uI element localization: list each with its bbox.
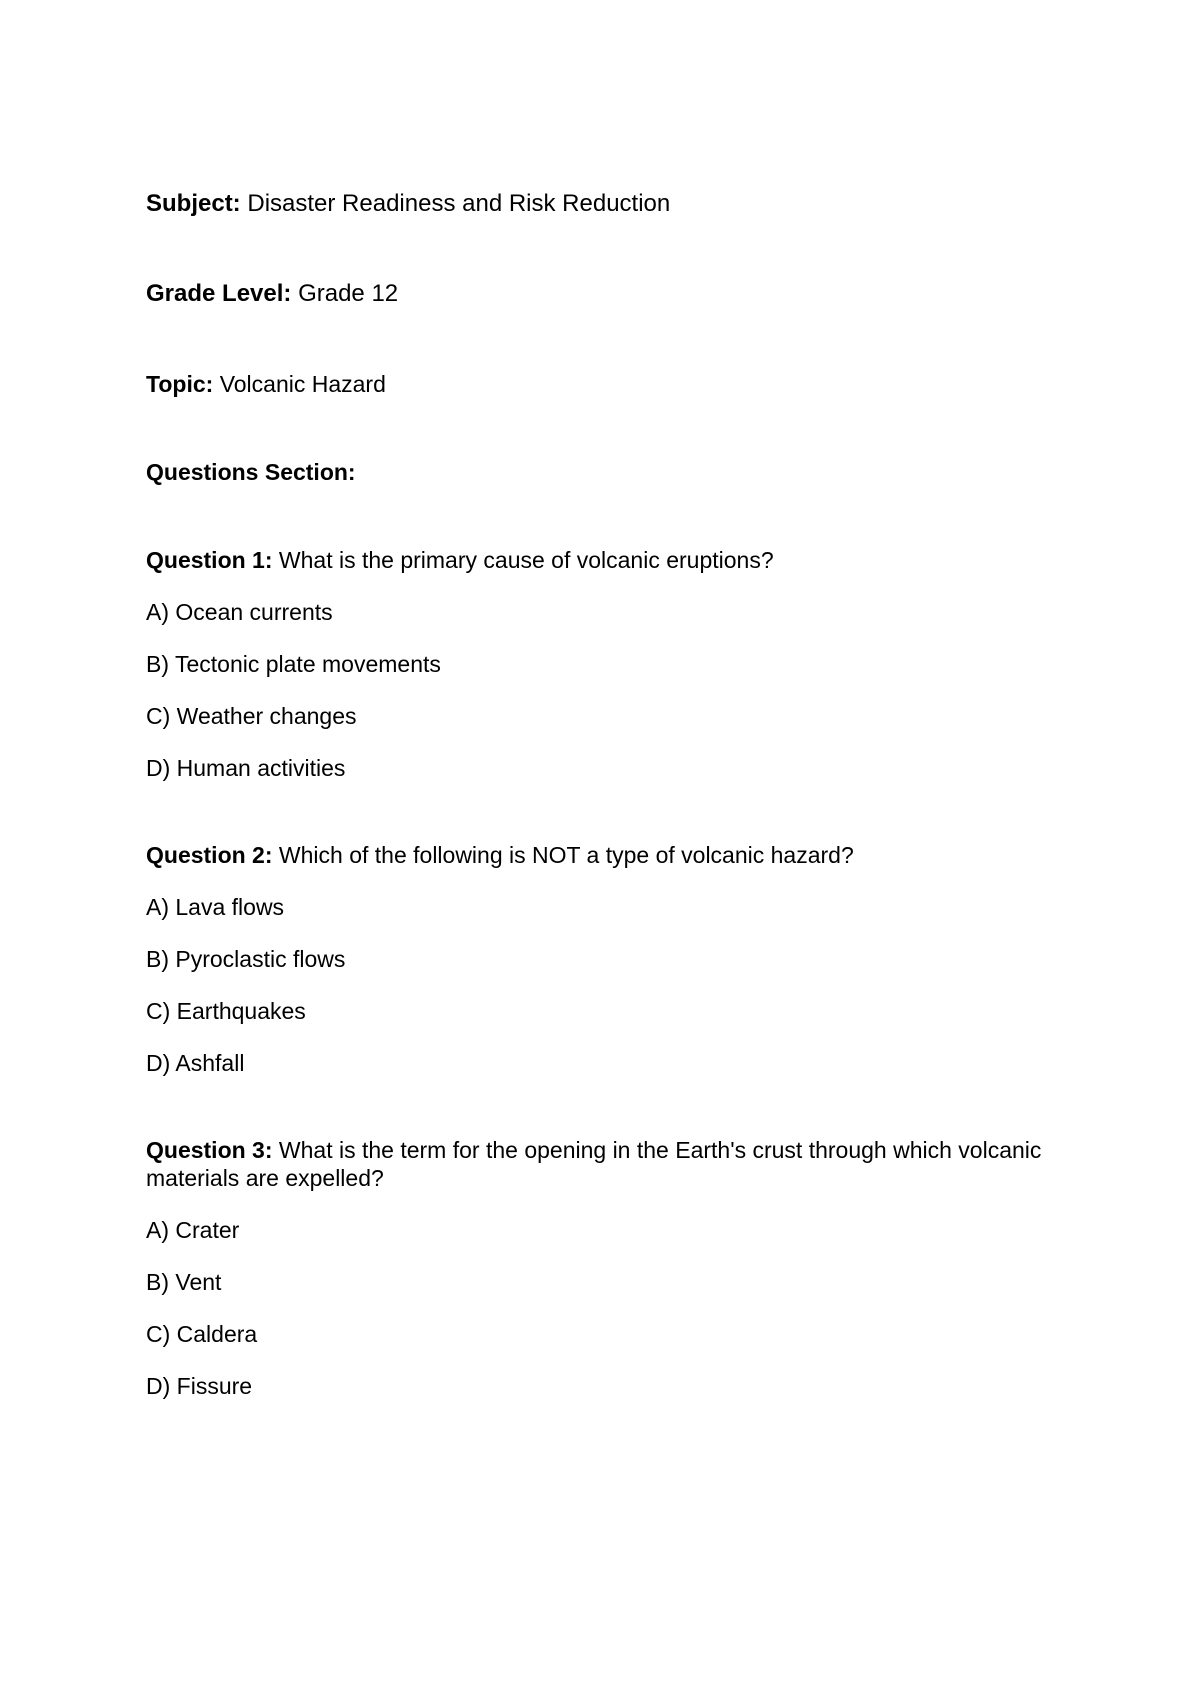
choice-item: B) Vent bbox=[146, 1269, 222, 1295]
question-1-prompt: What is the primary cause of volcanic eruptions? bbox=[278, 547, 774, 573]
section-heading-text: Questions Section: bbox=[146, 459, 356, 485]
question-2-label: Question 2: bbox=[146, 842, 273, 868]
choice-item: C) Caldera bbox=[146, 1321, 258, 1347]
choice-item: D) Human activities bbox=[146, 755, 346, 781]
question-2 bbox=[146, 841, 1046, 1077]
topic-value: Volcanic Hazard bbox=[219, 371, 386, 397]
question-1-choices bbox=[146, 598, 1046, 782]
question-3-label: Question 3: bbox=[146, 1137, 273, 1163]
choice-item: A) Crater bbox=[146, 1217, 240, 1243]
choice-item: A) Lava flows bbox=[146, 894, 285, 920]
choice-item: B) Tectonic plate movements bbox=[146, 651, 441, 677]
topic-line bbox=[146, 370, 1046, 398]
document-body bbox=[146, 190, 1046, 1400]
question-1-label: Question 1: bbox=[146, 547, 273, 573]
choice-item: C) Weather changes bbox=[146, 703, 357, 729]
question-2-text bbox=[146, 841, 1046, 869]
question-3-prompt: What is the term for the opening in the Earth's crust through which volcanic materials are expelled? bbox=[146, 1137, 1042, 1191]
subject-line bbox=[146, 190, 1046, 218]
choice-item: D) Ashfall bbox=[146, 1050, 245, 1076]
grade-level-label: Grade Level: bbox=[146, 280, 292, 307]
question-2-prompt: Which of the following is NOT a type of volcanic hazard? bbox=[278, 842, 854, 868]
question-3-choices bbox=[146, 1216, 1046, 1400]
topic-label: Topic: bbox=[146, 371, 214, 397]
question-3-text bbox=[146, 1136, 1046, 1192]
subject-value: Disaster Readiness and Risk Reduction bbox=[247, 190, 671, 217]
question-1 bbox=[146, 546, 1046, 782]
question-1-text bbox=[146, 546, 1046, 574]
choice-item: A) Ocean currents bbox=[146, 599, 333, 625]
grade-level-line bbox=[146, 280, 1046, 308]
question-2-choices bbox=[146, 893, 1046, 1077]
choice-item: B) Pyroclastic flows bbox=[146, 946, 346, 972]
question-3 bbox=[146, 1136, 1046, 1400]
choice-item: C) Earthquakes bbox=[146, 998, 306, 1024]
section-heading bbox=[146, 458, 1046, 486]
choice-item: D) Fissure bbox=[146, 1373, 253, 1399]
subject-label: Subject: bbox=[146, 190, 241, 217]
grade-level-value: Grade 12 bbox=[298, 280, 399, 307]
